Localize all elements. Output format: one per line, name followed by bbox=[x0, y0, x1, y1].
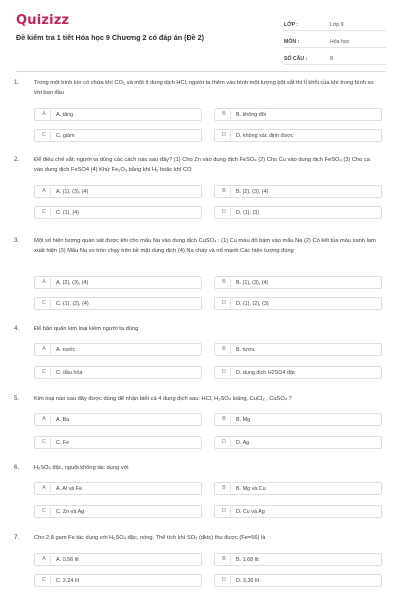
option-text: B. 1,68 lít bbox=[236, 556, 259, 563]
question-number: 1. bbox=[14, 79, 20, 86]
meta-row-subject bbox=[284, 31, 386, 48]
meta-row-class bbox=[284, 14, 386, 31]
option-b[interactable] bbox=[214, 343, 382, 356]
option-text: A. tăng bbox=[56, 111, 74, 118]
meta-value: Lớp 9 bbox=[330, 22, 344, 28]
meta-key: SỐ CÂU : bbox=[284, 56, 308, 62]
option-letter: A bbox=[38, 345, 51, 354]
meta-value: 8 bbox=[330, 56, 333, 62]
question-number: 5. bbox=[14, 395, 20, 402]
question-text: H₂SO₄ đặc, nguội không tác dụng với bbox=[34, 465, 129, 471]
option-letter: C bbox=[38, 507, 51, 516]
option-letter: D bbox=[218, 131, 231, 140]
option-letter: C bbox=[38, 438, 51, 447]
option-d[interactable] bbox=[214, 505, 382, 518]
meta-key: MÔN : bbox=[284, 39, 300, 45]
option-c[interactable] bbox=[34, 297, 202, 310]
option-letter: D bbox=[218, 208, 231, 217]
option-text: C. 2,24 lít bbox=[56, 577, 80, 584]
option-text: A. nước bbox=[56, 346, 76, 353]
option-b[interactable] bbox=[214, 276, 382, 289]
option-d[interactable] bbox=[214, 366, 382, 379]
option-text: D. Cu và Ag bbox=[236, 508, 265, 515]
option-letter: C bbox=[38, 208, 51, 217]
option-text: C. (1), (4) bbox=[56, 209, 80, 216]
option-text: D. không xác định được bbox=[236, 132, 294, 139]
question-number: 4. bbox=[14, 325, 20, 332]
option-c[interactable] bbox=[34, 206, 202, 219]
option-d[interactable] bbox=[214, 297, 382, 310]
option-letter: A bbox=[38, 415, 51, 424]
option-b[interactable] bbox=[214, 553, 382, 566]
option-c[interactable] bbox=[34, 366, 202, 379]
question-number: 6. bbox=[14, 464, 20, 471]
option-letter: D bbox=[218, 576, 231, 585]
quizizz-logo: Quizizz bbox=[16, 13, 70, 28]
meta-table bbox=[284, 14, 386, 65]
option-a[interactable] bbox=[34, 276, 202, 289]
option-text: C. giảm bbox=[56, 132, 75, 139]
question-text: Một số hiện tượng quan sát được khi cho mẩu Na vào dung dịch CuSO₄ : (1) Cu màu đỏ bám vào mẩu Na (2) Có kết tủa màu xanh lam xuất hiện (3) Mẩu Na vo tròn chạy trên bề mặt dung dịch (4) Na cháy và nổ mạnh Các hiện tượng đúng bbox=[34, 238, 376, 254]
option-b[interactable] bbox=[214, 482, 382, 495]
option-letter: B bbox=[218, 555, 231, 564]
option-text: A. Al và Fe bbox=[56, 485, 83, 492]
option-c[interactable] bbox=[34, 129, 202, 142]
option-letter: C bbox=[38, 368, 51, 377]
meta-value: Hóa học bbox=[330, 39, 350, 45]
option-d[interactable] bbox=[214, 574, 382, 587]
option-letter: D bbox=[218, 507, 231, 516]
meta-key: LỚP : bbox=[284, 22, 299, 28]
question-number: 2. bbox=[14, 156, 20, 163]
question-text: Trong một bình kín có chứa khí CO₂ và một ít dung dịch HCl, người ta thêm vào bình một lượng bột sắt thì tỉ khối của khí trong bình so với ban đầu bbox=[34, 80, 374, 96]
option-text: D. (1), (2), (3) bbox=[236, 300, 269, 307]
option-b[interactable] bbox=[214, 413, 382, 426]
option-text: B. không đổi bbox=[236, 111, 266, 118]
option-letter: A bbox=[38, 484, 51, 493]
page-title: Đề kiểm tra 1 tiết Hóa học 9 Chương 2 có đáp án (Đề 2) bbox=[16, 33, 205, 42]
option-a[interactable] bbox=[34, 413, 202, 426]
option-text: B. rượu bbox=[236, 346, 255, 353]
option-text: A. Ba bbox=[56, 416, 70, 423]
option-letter: C bbox=[38, 576, 51, 585]
option-c[interactable] bbox=[34, 574, 202, 587]
option-d[interactable] bbox=[214, 436, 382, 449]
question-number: 7. bbox=[14, 534, 20, 541]
option-letter: A bbox=[38, 555, 51, 564]
question-text: Cho 2,8 gam Fe tác dụng với H₂SO₄ đặc, nóng. Thể tích khí SO₂ (đktc) thu được (Fe=56) là bbox=[34, 535, 266, 541]
option-text: C. Zn và Ag bbox=[56, 508, 85, 515]
option-letter: C bbox=[38, 131, 51, 140]
option-text: B. Mg bbox=[236, 416, 251, 423]
option-text: A. (2), (3), (4) bbox=[56, 279, 89, 286]
meta-row-count bbox=[284, 48, 386, 65]
option-text: C. dầu hỏa bbox=[56, 369, 83, 376]
option-a[interactable] bbox=[34, 482, 202, 495]
option-letter: A bbox=[38, 187, 51, 196]
option-text: D. 3,36 lít bbox=[236, 577, 260, 584]
option-c[interactable] bbox=[34, 436, 202, 449]
option-a[interactable] bbox=[34, 108, 202, 121]
option-b[interactable] bbox=[214, 185, 382, 198]
option-text: C. (1), (2), (4) bbox=[56, 300, 89, 307]
option-letter: D bbox=[218, 438, 231, 447]
question-text: Để bảo quản kim loại kiềm người ta dùng bbox=[34, 326, 139, 332]
option-text: D. (1), (3) bbox=[236, 209, 260, 216]
header-divider bbox=[16, 71, 386, 72]
option-letter: B bbox=[218, 345, 231, 354]
option-text: D. dung dịch H2SO4 đặc bbox=[236, 369, 296, 376]
option-a[interactable] bbox=[34, 343, 202, 356]
question-text: Để điều chế sắt, người ta dùng các cách nào sau đây? (1) Cho Zn vào dung dịch FeSO₄ (2) Cho Cu vào dung dịch FeSO₄ (3) Cho ca vào dung dịch FeSO4 (4) Khử Fe₂O₃ bằng khí H₂ hoặc khí CO bbox=[34, 157, 370, 173]
option-text: A. 0,56 lít bbox=[56, 556, 79, 563]
option-a[interactable] bbox=[34, 553, 202, 566]
option-text: A. (1), (3), (4) bbox=[56, 188, 89, 195]
option-letter: C bbox=[38, 299, 51, 308]
option-letter: A bbox=[38, 278, 51, 287]
option-d[interactable] bbox=[214, 206, 382, 219]
option-letter: B bbox=[218, 415, 231, 424]
option-letter: B bbox=[218, 278, 231, 287]
option-letter: B bbox=[218, 484, 231, 493]
option-text: B. Mg và Cu bbox=[236, 485, 266, 492]
option-text: C. Fe bbox=[56, 439, 70, 446]
option-text: B. (1), (3), (4) bbox=[236, 279, 269, 286]
option-a[interactable] bbox=[34, 185, 202, 198]
option-letter: B bbox=[218, 110, 231, 119]
option-letter: B bbox=[218, 187, 231, 196]
question-text: Kim loại nào sau đây được dùng để nhận biết cả 4 dung dịch sau: HCl, H₂SO₄ loãng, CuCl₂ , CuSO₄ ? bbox=[34, 396, 292, 402]
option-letter: A bbox=[38, 110, 51, 119]
option-text: B. (2), (3), (4) bbox=[236, 188, 269, 195]
option-d[interactable] bbox=[214, 129, 382, 142]
option-text: D. Ag bbox=[236, 439, 250, 446]
option-letter: D bbox=[218, 368, 231, 377]
option-c[interactable] bbox=[34, 505, 202, 518]
option-letter: D bbox=[218, 299, 231, 308]
option-b[interactable] bbox=[214, 108, 382, 121]
question-number: 3. bbox=[14, 237, 20, 244]
